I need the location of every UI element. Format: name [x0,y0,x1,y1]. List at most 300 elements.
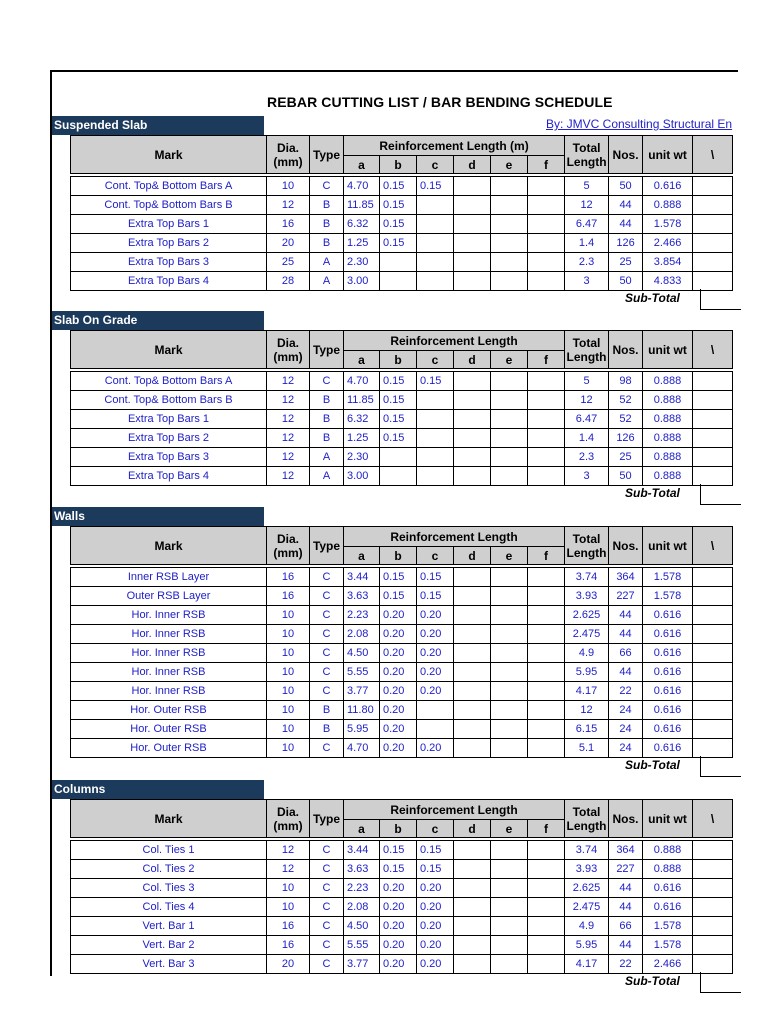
cell-nos: 66 [609,644,643,663]
col-header-e: e [491,156,528,174]
cell-c: 0.20 [417,936,454,955]
cell-unitwt: 0.888 [643,410,693,429]
cell-c [417,720,454,739]
cell-dia: 10 [267,879,310,898]
cell-wt [693,625,733,644]
cell-b [380,272,417,291]
table-row [71,739,733,758]
cell-f [528,215,565,234]
cell-f [528,272,565,291]
cell-c: 0.15 [417,568,454,587]
cell-nos: 52 [609,391,643,410]
cell-mark: Col. Ties 3 [71,879,267,898]
cell-c [417,467,454,486]
cell-unitwt: 1.578 [643,215,693,234]
cell-nos: 24 [609,701,643,720]
cell-c: 0.15 [417,177,454,196]
cell-c [417,391,454,410]
cell-c: 0.20 [417,663,454,682]
section-slab-on-grade [52,311,742,506]
cell-dia: 10 [267,177,310,196]
cell-type: B [310,720,344,739]
table-row [71,841,733,860]
cell-nos: 98 [609,372,643,391]
cell-wt [693,410,733,429]
cell-b: 0.20 [380,625,417,644]
col-header-nos: Nos. [609,331,643,369]
cell-type: C [310,841,344,860]
subtotal-label: Sub-Total [625,291,680,305]
col-header-mark: Mark [71,136,267,174]
cell-c [417,448,454,467]
col-header-f: f [528,351,565,369]
section-table [70,135,733,291]
cell-wt [693,606,733,625]
cell-mark: Cont. Top& Bottom Bars A [71,372,267,391]
cell-e [491,739,528,758]
cell-total: 6.47 [565,410,609,429]
cell-type: C [310,739,344,758]
col-header-e: e [491,547,528,565]
cell-total: 2.475 [565,898,609,917]
cell-d [454,372,491,391]
cell-type: C [310,177,344,196]
cell-dia: 12 [267,841,310,860]
table-row [71,720,733,739]
cell-f [528,898,565,917]
section-label: Slab On Grade [52,311,264,330]
cell-dia: 10 [267,606,310,625]
cell-c: 0.15 [417,860,454,879]
cell-mark: Hor. Inner RSB [71,663,267,682]
subtotal-cell [700,972,741,993]
cell-e [491,879,528,898]
cell-dia: 12 [267,448,310,467]
cell-f [528,177,565,196]
cell-mark: Hor. Inner RSB [71,606,267,625]
cell-a: 6.32 [344,215,380,234]
col-header-a: a [344,351,380,369]
cell-c [417,196,454,215]
col-header-type: Type [310,800,344,838]
cell-a: 11.80 [344,701,380,720]
section-label: Walls [52,507,264,526]
cell-unitwt: 4.833 [643,272,693,291]
cell-f [528,253,565,272]
col-header-unit-wt: unit wt [643,331,693,369]
cell-dia: 16 [267,587,310,606]
dia-unit: (mm) [273,154,303,169]
cell-unitwt: 0.888 [643,448,693,467]
cell-nos: 126 [609,234,643,253]
cell-a: 4.70 [344,372,380,391]
table-row [71,372,733,391]
cell-dia: 10 [267,898,310,917]
dia-unit: (mm) [273,349,303,364]
cell-nos: 66 [609,917,643,936]
cell-f [528,448,565,467]
cell-b: 0.15 [380,215,417,234]
cell-unitwt: 0.616 [643,720,693,739]
cell-type: A [310,253,344,272]
cell-wt [693,467,733,486]
cell-nos: 25 [609,253,643,272]
cell-d [454,587,491,606]
table-row [71,587,733,606]
total-label: Total [572,335,601,350]
cell-c: 0.20 [417,644,454,663]
cell-total: 4.9 [565,644,609,663]
dia-unit: (mm) [273,545,303,560]
total-label: Total [572,531,601,546]
table-row [71,606,733,625]
cell-dia: 16 [267,215,310,234]
col-header-total-length [565,136,609,174]
col-header-a: a [344,547,380,565]
cell-a: 2.08 [344,625,380,644]
cell-wt [693,898,733,917]
section-table [70,799,733,974]
cell-a: 4.70 [344,739,380,758]
cell-a: 2.30 [344,448,380,467]
col-header-total-length [565,331,609,369]
cell-total: 12 [565,391,609,410]
cell-a: 4.70 [344,177,380,196]
cell-unitwt: 0.616 [643,663,693,682]
cell-wt [693,841,733,860]
table-row [71,196,733,215]
cell-type: C [310,955,344,974]
cell-total: 4.9 [565,917,609,936]
cell-e [491,936,528,955]
cell-unitwt: 0.616 [643,879,693,898]
cell-f [528,841,565,860]
subtotal-label: Sub-Total [625,758,680,772]
cell-nos: 44 [609,625,643,644]
cell-d [454,682,491,701]
length-label: Length [566,818,607,833]
col-header-a: a [344,820,380,838]
cell-dia: 10 [267,625,310,644]
cell-unitwt: 0.616 [643,739,693,758]
cell-type: B [310,196,344,215]
col-header-reinforcement: Reinforcement Length [344,331,565,351]
cell-a: 1.25 [344,234,380,253]
cell-dia: 12 [267,467,310,486]
cell-e [491,467,528,486]
cell-mark: Extra Top Bars 3 [71,253,267,272]
cell-type: C [310,898,344,917]
cell-a: 3.00 [344,467,380,486]
cell-c: 0.15 [417,587,454,606]
cell-f [528,606,565,625]
cell-c [417,429,454,448]
cell-dia: 10 [267,701,310,720]
col-header-e: e [491,351,528,369]
cell-b [380,253,417,272]
cell-b: 0.20 [380,682,417,701]
cell-d [454,739,491,758]
cell-dia: 10 [267,720,310,739]
cell-nos: 50 [609,272,643,291]
cell-c: 0.20 [417,682,454,701]
cell-mark: Col. Ties 2 [71,860,267,879]
cell-a: 3.44 [344,568,380,587]
cell-d [454,644,491,663]
col-header-weight-cut: \ [693,800,733,838]
table-row [71,410,733,429]
cell-d [454,448,491,467]
cell-type: C [310,917,344,936]
cell-a: 11.85 [344,391,380,410]
col-header-unit-wt: unit wt [643,136,693,174]
cell-mark: Outer RSB Layer [71,587,267,606]
cell-mark: Vert. Bar 3 [71,955,267,974]
total-label: Total [572,804,601,819]
cell-b: 0.15 [380,429,417,448]
cell-type: B [310,391,344,410]
cell-wt [693,568,733,587]
cell-b: 0.20 [380,898,417,917]
table-row [71,663,733,682]
cell-f [528,644,565,663]
cell-unitwt: 1.578 [643,568,693,587]
col-header-nos: Nos. [609,800,643,838]
cell-a: 3.77 [344,955,380,974]
table-row [71,860,733,879]
cell-c [417,253,454,272]
section-label: Suspended Slab [52,116,264,135]
cell-unitwt: 0.888 [643,391,693,410]
cell-mark: Extra Top Bars 2 [71,429,267,448]
cell-d [454,272,491,291]
table-row [71,879,733,898]
cell-f [528,625,565,644]
col-header-c: c [417,820,454,838]
cell-total: 3.93 [565,860,609,879]
cell-f [528,720,565,739]
cell-total: 12 [565,196,609,215]
cell-f [528,879,565,898]
cell-mark: Extra Top Bars 1 [71,215,267,234]
cell-e [491,663,528,682]
table-row [71,234,733,253]
cell-c: 0.20 [417,739,454,758]
cell-total: 3 [565,272,609,291]
col-header-nos: Nos. [609,136,643,174]
cell-a: 3.77 [344,682,380,701]
cell-b: 0.15 [380,177,417,196]
cell-nos: 44 [609,879,643,898]
cell-e [491,841,528,860]
cell-e [491,410,528,429]
cell-dia: 10 [267,682,310,701]
cell-f [528,467,565,486]
col-header-f: f [528,820,565,838]
dia-label: Dia. [276,531,299,546]
section-walls [52,507,742,778]
col-header-b: b [380,156,417,174]
cell-nos: 25 [609,448,643,467]
cell-mark: Extra Top Bars 4 [71,467,267,486]
col-header-dia [267,331,310,369]
col-header-dia [267,800,310,838]
cell-total: 6.15 [565,720,609,739]
subtotal-label: Sub-Total [625,974,680,988]
cell-f [528,936,565,955]
cell-d [454,177,491,196]
cell-b: 0.20 [380,663,417,682]
col-header-unit-wt: unit wt [643,527,693,565]
col-header-total-length [565,527,609,565]
cell-a: 4.50 [344,917,380,936]
cell-nos: 52 [609,410,643,429]
cell-total: 4.17 [565,955,609,974]
cell-type: C [310,606,344,625]
cell-a: 2.23 [344,879,380,898]
cell-c [417,410,454,429]
cell-type: B [310,701,344,720]
col-header-d: d [454,156,491,174]
col-header-d: d [454,547,491,565]
cell-unitwt: 3.854 [643,253,693,272]
table-row [71,936,733,955]
col-header-reinforcement: Reinforcement Length (m) [344,136,565,156]
cell-mark: Extra Top Bars 3 [71,448,267,467]
cell-total: 3 [565,467,609,486]
cell-unitwt: 1.578 [643,917,693,936]
cell-b: 0.20 [380,917,417,936]
cell-nos: 126 [609,429,643,448]
cell-dia: 12 [267,391,310,410]
cell-unitwt: 1.578 [643,587,693,606]
cell-d [454,568,491,587]
cell-d [454,234,491,253]
cell-d [454,429,491,448]
col-header-reinforcement: Reinforcement Length [344,527,565,547]
cell-total: 5.1 [565,739,609,758]
cell-mark: Cont. Top& Bottom Bars B [71,196,267,215]
cell-wt [693,860,733,879]
cell-e [491,253,528,272]
col-header-b: b [380,351,417,369]
cell-d [454,720,491,739]
cell-e [491,644,528,663]
cell-dia: 16 [267,917,310,936]
cell-b: 0.20 [380,955,417,974]
cell-e [491,720,528,739]
col-header-weight-cut: \ [693,527,733,565]
cell-d [454,917,491,936]
cell-e [491,272,528,291]
cell-wt [693,663,733,682]
cell-dia: 20 [267,234,310,253]
cell-unitwt: 2.466 [643,955,693,974]
table-row [71,448,733,467]
cell-mark: Col. Ties 1 [71,841,267,860]
subtotal-cell [700,289,741,310]
cell-b: 0.15 [380,841,417,860]
cell-a: 1.25 [344,429,380,448]
cell-a: 11.85 [344,196,380,215]
table-row [71,701,733,720]
cell-e [491,682,528,701]
length-label: Length [566,545,607,560]
cell-wt [693,587,733,606]
cell-type: C [310,682,344,701]
table-row [71,955,733,974]
cell-mark: Hor. Outer RSB [71,720,267,739]
col-header-c: c [417,156,454,174]
table-row [71,625,733,644]
cell-e [491,860,528,879]
col-header-unit-wt: unit wt [643,800,693,838]
cell-total: 2.3 [565,448,609,467]
dia-unit: (mm) [273,818,303,833]
cell-f [528,234,565,253]
col-header-f: f [528,156,565,174]
cell-f [528,568,565,587]
cell-e [491,372,528,391]
cell-type: C [310,372,344,391]
cell-wt [693,272,733,291]
cell-c: 0.20 [417,917,454,936]
section-table [70,330,733,486]
cell-dia: 20 [267,955,310,974]
col-header-mark: Mark [71,527,267,565]
cell-d [454,841,491,860]
cell-dia: 10 [267,739,310,758]
cell-nos: 24 [609,739,643,758]
cell-b: 0.15 [380,196,417,215]
cell-d [454,879,491,898]
col-header-c: c [417,547,454,565]
col-header-dia [267,527,310,565]
cell-e [491,215,528,234]
cell-total: 5.95 [565,936,609,955]
cell-wt [693,701,733,720]
table-row [71,467,733,486]
col-header-reinforcement: Reinforcement Length [344,800,565,820]
cell-e [491,625,528,644]
cell-a: 5.55 [344,663,380,682]
cell-d [454,701,491,720]
cell-mark: Vert. Bar 1 [71,917,267,936]
cell-e [491,196,528,215]
table-row [71,391,733,410]
cell-c: 0.15 [417,372,454,391]
cell-d [454,215,491,234]
cell-d [454,391,491,410]
cell-unitwt: 0.616 [643,682,693,701]
table-row [71,682,733,701]
cell-b: 0.20 [380,720,417,739]
col-header-f: f [528,547,565,565]
cell-b [380,448,417,467]
cell-b: 0.20 [380,879,417,898]
section-columns [52,780,742,994]
cell-f [528,955,565,974]
table-row [71,429,733,448]
dia-label: Dia. [276,140,299,155]
author-link[interactable]: By: JMVC Consulting Structural En [546,117,733,131]
table-row [71,215,733,234]
cell-e [491,587,528,606]
cell-mark: Col. Ties 4 [71,898,267,917]
cell-total: 2.475 [565,625,609,644]
cell-type: A [310,467,344,486]
cell-d [454,898,491,917]
